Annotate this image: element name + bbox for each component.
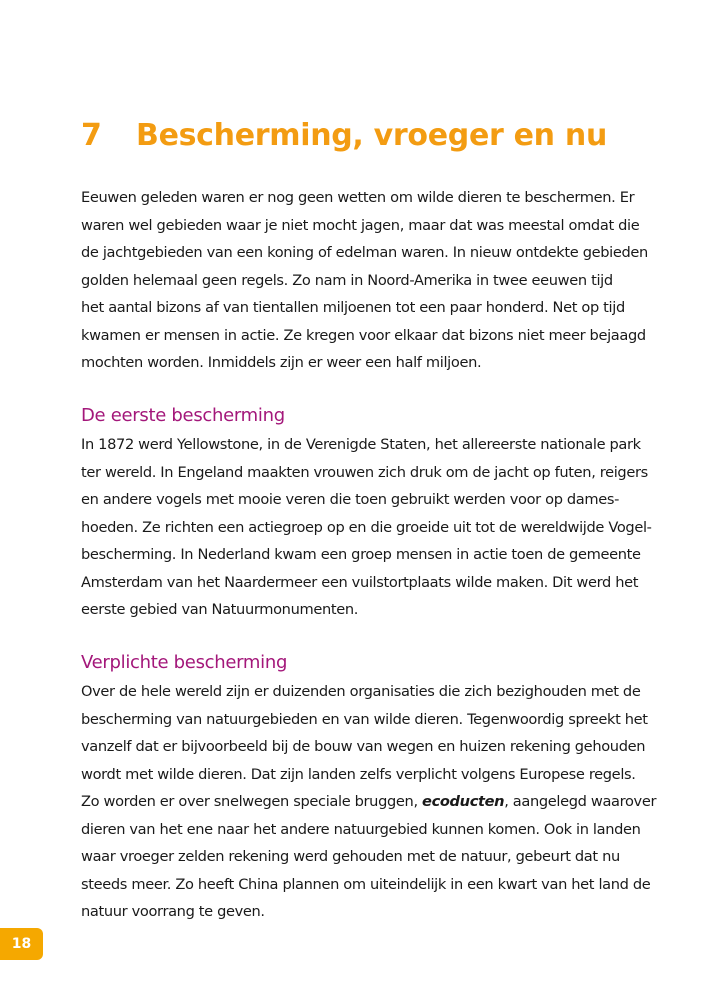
intro-text bbox=[81, 184, 651, 377]
section1-paragraph bbox=[81, 431, 651, 624]
text-line: vanzelf dat er bijvoorbeeld bij de bouw van wegen en huizen rekening gehouden bbox=[81, 738, 646, 755]
section-heading-mandatory-protection: Verplichte bescherming bbox=[81, 652, 288, 673]
text-line: waar vroeger zelden rekening werd gehouden met de natuur, gebeurt dat nu bbox=[81, 848, 620, 865]
text-line: bescherming. In Nederland kwam een groep mensen in actie toen de gemeente bbox=[81, 546, 641, 563]
text-line: dieren van het ene naar het andere natuurgebied kunnen komen. Ook in landen bbox=[81, 820, 641, 838]
text-line bbox=[81, 788, 657, 816]
page-number-badge: 18 bbox=[0, 928, 43, 960]
text-segment: , aangelegd waarover bbox=[504, 793, 657, 810]
text-line: bescherming van natuurgebieden en van wilde dieren. Tegenwoordig spreekt het bbox=[81, 710, 648, 728]
text-line: mochten worden. Inmiddels zijn er weer een half miljoen. bbox=[81, 354, 482, 371]
text-line: ter wereld. In Engeland maakten vrouwen zich druk om de jacht op futen, reigers bbox=[81, 463, 648, 481]
text-line: In 1872 werd Yellowstone, in de Verenigde Staten, het allereerste nationale park bbox=[81, 436, 641, 453]
intro-paragraph bbox=[81, 184, 651, 377]
text-line: natuur voorrang te geven. bbox=[81, 903, 265, 920]
text-line: Eeuwen geleden waren er nog geen wetten om wilde dieren te beschermen. Er bbox=[81, 189, 635, 206]
text-line: steeds meer. Zo heeft China plannen om uiteindelijk in een kwart van het land de bbox=[81, 875, 651, 893]
text-line: wordt met wilde dieren. Dat zijn landen zelfs verplicht volgens Europese regels. bbox=[81, 765, 636, 783]
text-line: de jachtgebieden van een koning of edelman waren. In nieuw ontdekte gebieden bbox=[81, 244, 648, 261]
text-line: Amsterdam van het Naardermeer een vuilstortplaats wilde maken. Dit werd het bbox=[81, 573, 639, 591]
emphasis-ecoducten: ecoducten bbox=[422, 793, 505, 810]
section2-text bbox=[81, 678, 657, 926]
text-line: het aantal bizons af van tientallen miljoenen tot een paar honderd. Net op tijd bbox=[81, 299, 625, 316]
section1-text bbox=[81, 431, 651, 624]
section2-paragraph bbox=[81, 678, 657, 926]
text-line: golden helemaal geen regels. Zo nam in Noord-Amerika in twee eeuwen tijd bbox=[81, 271, 613, 289]
chapter-number: 7 bbox=[81, 118, 102, 153]
text-line: waren wel gebieden waar je niet mocht jagen, maar dat was meestal omdat die bbox=[81, 216, 640, 234]
text-line: en andere vogels met mooie veren die toen gebruikt werden voor op dames- bbox=[81, 491, 620, 508]
text-line: kwamen er mensen in actie. Ze kregen voor elkaar dat bizons niet meer bejaagd bbox=[81, 326, 646, 344]
text-line: hoeden. Ze richten een actiegroep op en die groeide uit tot de wereldwijde Vogel- bbox=[81, 518, 652, 536]
chapter-title bbox=[81, 114, 607, 158]
section-heading-first-protection: De eerste bescherming bbox=[81, 405, 285, 426]
chapter-title-text: Bescherming, vroeger en nu bbox=[136, 118, 607, 153]
text-segment: Zo worden er over snelwegen speciale bruggen, bbox=[81, 793, 423, 810]
text-line: eerste gebied van Natuurmonumenten. bbox=[81, 601, 359, 618]
text-line: Over de hele wereld zijn er duizenden organisaties die zich bezighouden met de bbox=[81, 683, 641, 700]
